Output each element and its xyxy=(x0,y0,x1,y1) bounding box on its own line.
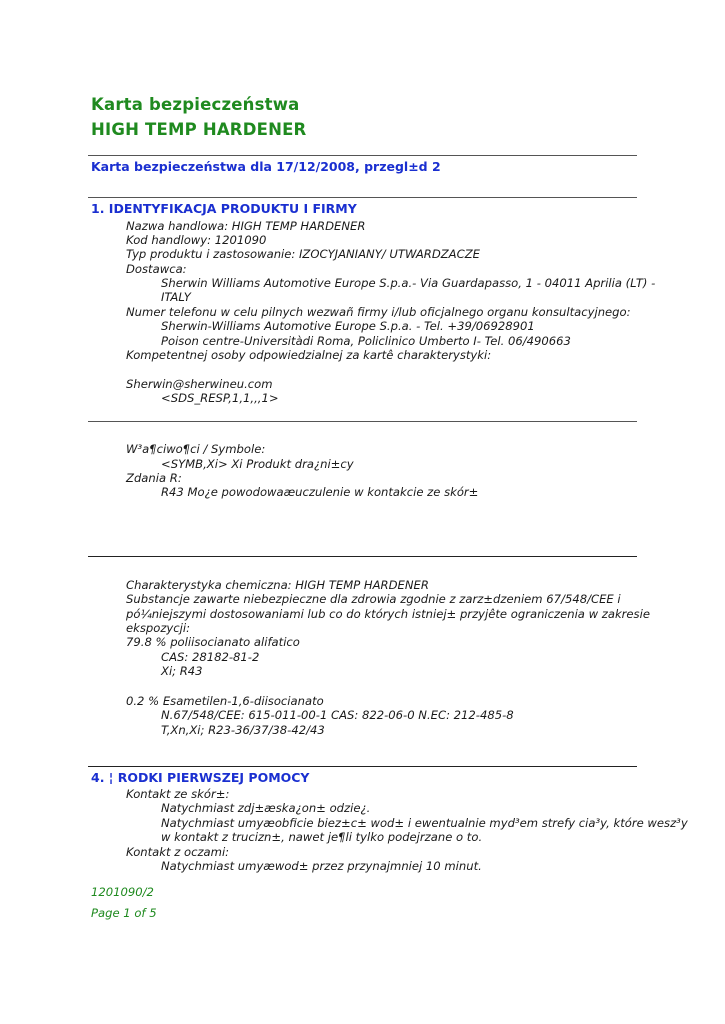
divider xyxy=(88,197,637,198)
product-type: Typ produktu i zastosowanie: IZOCYJANIANY/ UTWARDZACZE xyxy=(126,247,480,261)
page-number: Page 1 of 5 xyxy=(91,906,157,920)
eye-contact-label: Kontakt z oczami: xyxy=(126,845,230,859)
contact-email[interactable]: Sherwin@sherwineu.com xyxy=(126,377,273,391)
component-1-class: Xi; R43 xyxy=(161,664,203,678)
eye-contact-1: Natychmiast umyæwod± przez przynajmniej 10 minut. xyxy=(161,859,482,873)
supplier-country: ITALY xyxy=(161,290,191,304)
section-1-heading: 1. IDENTYFIKACJA PRODUKTU I FIRMY xyxy=(91,201,357,216)
symbols-value: <SYMB,Xi> Xi Produkt dra¿ni±cy xyxy=(161,457,354,471)
symbols-label: W³a¶ciwo¶ci / Symbole: xyxy=(126,442,266,456)
r-phrases-label: Zdania R: xyxy=(126,471,182,485)
chemical-characteristic: Charakterystyka chemiczna: HIGH TEMP HARDENER xyxy=(126,578,429,592)
document-code: 1201090/2 xyxy=(91,885,154,899)
divider xyxy=(88,155,637,156)
substances-line-2: pó¼niejszymi dostosowaniami lub co do których istniej± przyjête ograniczenia w zakresie xyxy=(126,607,650,621)
supplier-address: Sherwin Williams Automotive Europe S.p.a.- Via Guardapasso, 1 - 04011 Aprilia (LT) - xyxy=(161,276,656,290)
component-1-name: 79.8 % poliisocianato alifatico xyxy=(126,635,300,649)
document-title: Karta bezpieczeństwa xyxy=(91,95,300,114)
substances-line-3: ekspozycji: xyxy=(126,621,191,635)
product-title: HIGH TEMP HARDENER xyxy=(91,120,307,139)
divider xyxy=(88,556,637,557)
component-1-cas: CAS: 28182-81-2 xyxy=(161,650,260,664)
skin-contact-3: w kontakt z trucizn±, nawet je¶li tylko podejrzane o to. xyxy=(161,830,483,844)
section-4-heading: 4. ¦ RODKI PIERWSZEJ POMOCY xyxy=(91,770,310,785)
emergency-phone-2: Poison centre-Universitàdi Roma, Policlinico Umberto I- Tel. 06/490663 xyxy=(161,334,571,348)
skin-contact-label: Kontakt ze skór±: xyxy=(126,787,230,801)
document-subtitle: Karta bezpieczeństwa dla 17/12/2008, przegl±d 2 xyxy=(91,159,441,174)
competent-person-label: Kompetentnej osoby odpowiedzialnej za kartê charakterystyki: xyxy=(126,348,492,362)
component-2-ids: N.67/548/CEE: 615-011-00-1 CAS: 822-06-0 N.EC: 212-485-8 xyxy=(161,708,514,722)
trade-name: Nazwa handlowa: HIGH TEMP HARDENER xyxy=(126,219,366,233)
r-phrases-value: R43 Mo¿e powodowaæuczulenie w kontakcie ze skór± xyxy=(161,485,479,499)
skin-contact-1: Natychmiast zdj±æska¿on± odzie¿. xyxy=(161,801,371,815)
emergency-phone-1: Sherwin-Williams Automotive Europe S.p.a. - Tel. +39/06928901 xyxy=(161,319,535,333)
emergency-label: Numer telefonu w celu pilnych wezwañ firmy i/lub oficjalnego organu konsultacyjnego: xyxy=(126,305,631,319)
supplier-label: Dostawca: xyxy=(126,262,187,276)
skin-contact-2: Natychmiast umyæobficie biez±c± wod± i ewentualnie myd³em strefy cia³y, które wesz³y xyxy=(161,816,688,830)
divider xyxy=(88,421,637,422)
trade-code: Kod handlowy: 1201090 xyxy=(126,233,267,247)
divider xyxy=(88,766,637,767)
component-2-class: T,Xn,Xi; R23-36/37/38-42/43 xyxy=(161,723,325,737)
substances-line-1: Substancje zawarte niebezpieczne dla zdrowia zgodnie z zarz±dzeniem 67/548/CEE i xyxy=(126,592,621,606)
sds-resp-code: <SDS_RESP,1,1,,,1> xyxy=(161,391,279,405)
component-2-name: 0.2 % Esametilen-1,6-diisocianato xyxy=(126,694,324,708)
